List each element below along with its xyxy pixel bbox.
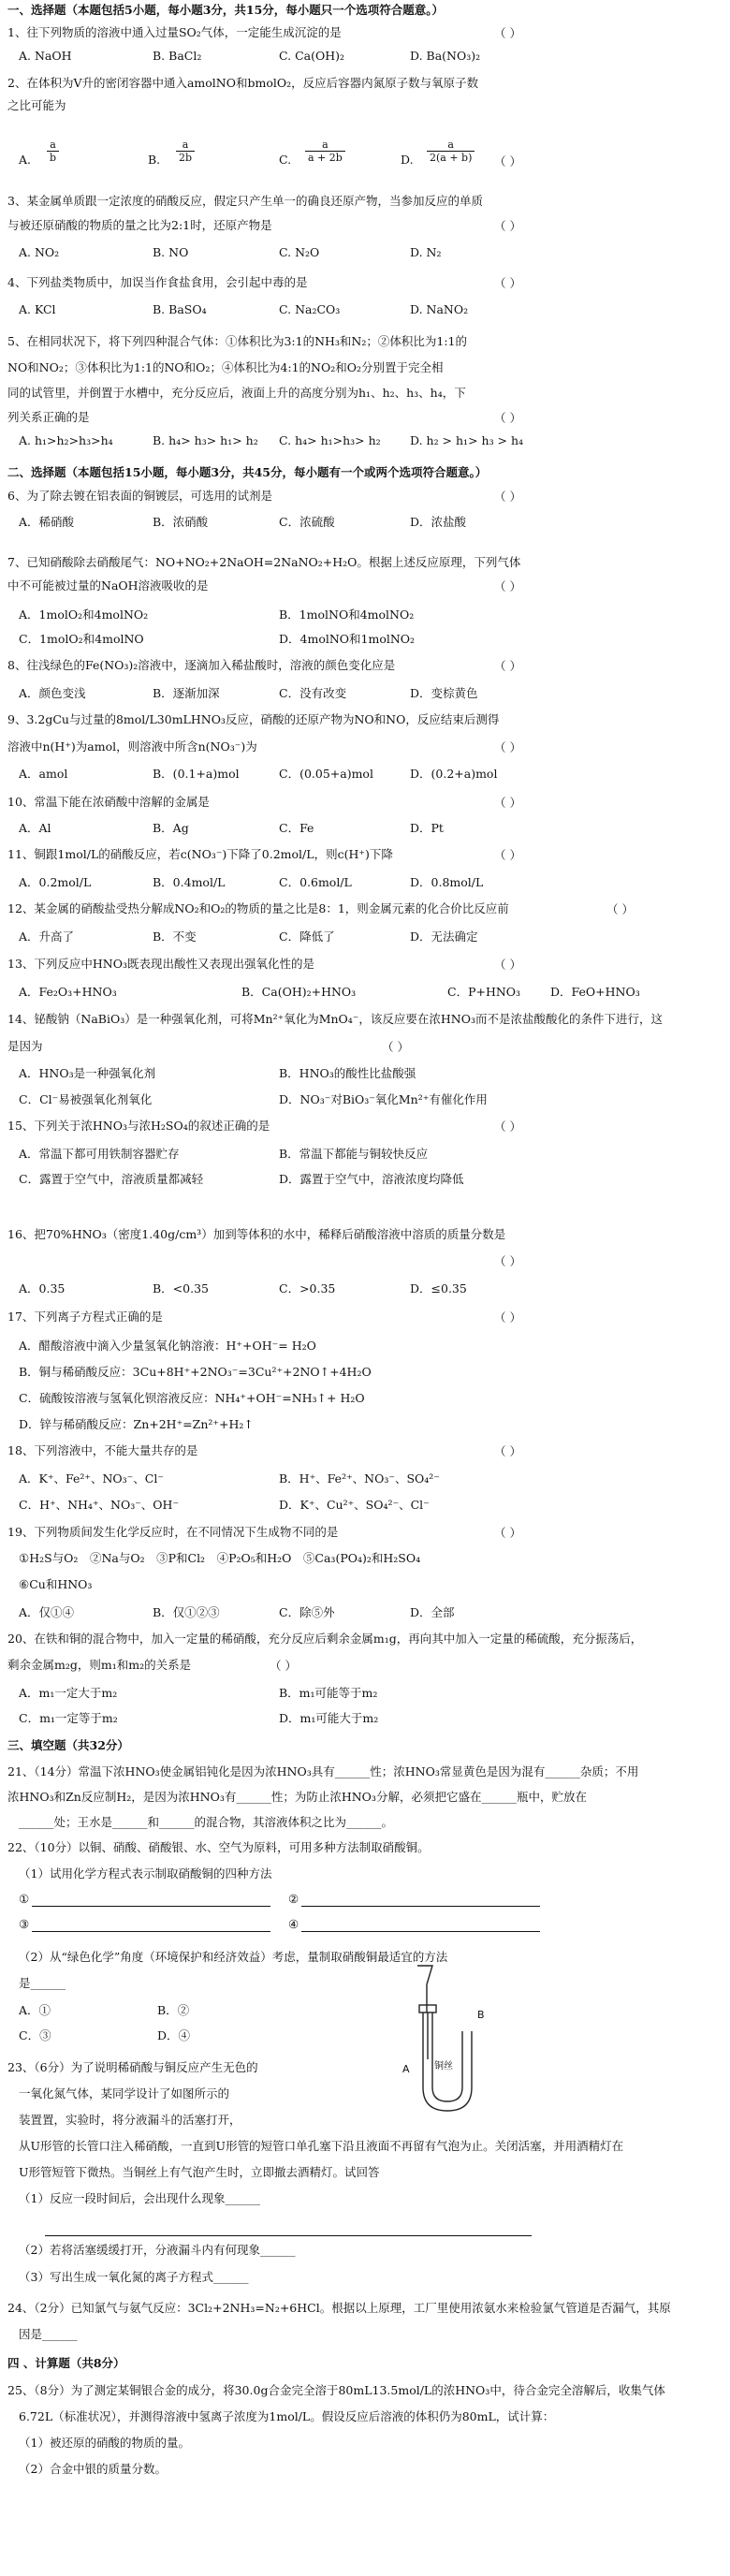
question-23-line7: （2）若将活塞缓缓打开，分液漏斗内有何现象______ <box>19 2243 296 2257</box>
answer-paren[interactable]: （ ） <box>270 1659 297 1673</box>
q5-option-d[interactable]: D. h₂ > h₁> h₃ > h₄ <box>410 433 524 447</box>
q9-option-d[interactable]: D．(0.2+a)mol <box>410 767 498 781</box>
q14-option-c[interactable]: C．Cl⁻易被强氧化剂氧化 <box>19 1092 153 1106</box>
q4-option-a[interactable]: A. KCl <box>19 302 56 316</box>
q4-option-b[interactable]: B. BaSO₄ <box>153 302 207 316</box>
answer-paren[interactable]: （ ） <box>494 1444 521 1458</box>
q1-option-d[interactable]: D. Ba(NO₃)₂ <box>410 49 481 63</box>
question-9-stem-line2: 溶液中n(H⁺)为amol，则溶液中所含n(NO₃⁻)为 <box>7 739 257 754</box>
question-21-line2: 浓HNO₃和Zn反应制H₂，是因为浓HNO₃有______性；为防止浓HNO₃分解，必须把它盛在______瓶中，贮放在 <box>7 1790 587 1804</box>
question-25-line3: （1）被还原的硝酸的物质的量。 <box>19 2436 190 2450</box>
question-12-stem: 12、某金属的硝酸盐受热分解成NO₂和O₂的物质的量之比是8：1，则金属元素的化合价比反应前 <box>7 901 509 915</box>
q7-option-b[interactable]: B．1molNO和4molNO₂ <box>279 607 415 622</box>
q2-option-d-fraction: a 2(a + b) <box>427 139 474 164</box>
answer-paren[interactable]: （ ） <box>494 1254 521 1268</box>
q7-option-d[interactable]: D．4molNO和1molNO₂ <box>279 632 416 646</box>
section-heading-3: 三、填空题（共32分） <box>7 1738 129 1752</box>
q20-option-c[interactable]: C．m₁一定等于m₂ <box>19 1711 118 1725</box>
q13-option-d[interactable]: D．FeO+HNO₃ <box>550 985 640 999</box>
question-18-stem: 18、下列溶液中，不能大量共存的是 <box>7 1443 198 1457</box>
question-23-line4: 从U形管的长管口注入稀硝酸，一直到U形管的短管口单孔塞下沿且液面不再留有气泡为止。关闭活塞，并用酒精灯在 <box>19 2139 624 2153</box>
q8-option-b[interactable]: B．逐渐加深 <box>153 686 220 700</box>
q22-option-c[interactable]: C．③ <box>19 2028 51 2042</box>
q2-option-a-fraction: a b <box>47 139 59 164</box>
q18-option-a[interactable]: A．K⁺、Fe²⁺、NO₃⁻、Cl⁻ <box>19 1471 164 1486</box>
answer-paren[interactable]: （ ） <box>494 848 521 862</box>
u-tube-inner <box>432 2012 462 2101</box>
q14-option-b[interactable]: B．HNO₃的酸性比盐酸强 <box>279 1066 416 1080</box>
question-19-list-line1: ①H₂S与O₂ ②Na与O₂ ③P和Cl₂ ④P₂O₅和H₂O ⑤Ca₃(PO₄)₂和H₂SO₄ <box>19 1551 421 1565</box>
answer-paren[interactable]: （ ） <box>382 1040 409 1054</box>
question-5-stem-line1: 5、在相同状况下，将下列四种混合气体：①体积比为3:1的NH₃和N₂；②体积比为1:1的 <box>7 334 467 348</box>
q2-option-c-fraction: a a + 2b <box>305 139 345 164</box>
q5-option-a[interactable]: A. h₁>h₂>h₃>h₄ <box>19 433 113 447</box>
q19-option-c[interactable]: C．除⑤外 <box>279 1605 335 1619</box>
q14-option-a[interactable]: A．HNO₃是一种强氧化剂 <box>19 1066 156 1080</box>
q9-option-b[interactable]: B．(0.1+a)mol <box>153 767 240 781</box>
answer-paren[interactable]: （ ） <box>494 1310 521 1325</box>
q16-option-a[interactable]: A．0.35 <box>19 1281 66 1295</box>
q17-option-b[interactable]: B．铜与稀硝酸反应：3Cu+8H⁺+2NO₃⁻=3Cu²⁺+2NO↑+4H₂O <box>19 1365 372 1379</box>
q5-option-b[interactable]: B. h₄> h₃> h₁> h₂ <box>153 433 258 447</box>
question-16-stem: 16、把70%HNO₃（密度1.40g/cm³）加到等体积的水中，稀释后硝酸溶液中溶质的质量分数是 <box>7 1227 506 1241</box>
q22-blank-1-label: ① <box>19 1892 30 1906</box>
q4-option-c[interactable]: C. Na₂CO₃ <box>279 302 341 316</box>
q10-option-d[interactable]: D．Pt <box>410 821 444 835</box>
question-23-line2: 一氧化氮气体，某同学设计了如图所示的 <box>19 2086 230 2100</box>
q22-blank-4-label: ④ <box>288 1917 299 1931</box>
q12-option-a[interactable]: A．升高了 <box>19 929 75 944</box>
answer-paren[interactable]: （ ） <box>494 26 521 40</box>
answer-paren[interactable]: （ ） <box>494 490 521 504</box>
question-23-line6: （1）反应一段时间后，会出现什么现象______ <box>19 2191 260 2205</box>
question-13-stem: 13、下列反应中HNO₃既表现出酸性又表现出强氧化性的是 <box>7 957 315 971</box>
q11-option-c[interactable]: C．0.6mol/L <box>279 875 352 889</box>
q22-blank-3[interactable] <box>32 1931 270 1932</box>
q18-option-d[interactable]: D．K⁺、Cu²⁺、SO₄²⁻、Cl⁻ <box>279 1498 430 1512</box>
answer-paren[interactable]: （ ） <box>494 579 521 593</box>
q16-option-d[interactable]: D．≤0.35 <box>410 1281 467 1295</box>
q10-option-b[interactable]: B．Ag <box>153 821 189 835</box>
q4-option-d[interactable]: D. NaNO₂ <box>410 302 469 316</box>
q14-option-d[interactable]: D．NO₃⁻对BiO₃⁻氧化Mn²⁺有催化作用 <box>279 1092 488 1106</box>
section-heading-4: 四 、计算题（共8分） <box>7 2356 125 2370</box>
question-5-stem-line2: NO和NO₂；③体积比为1:1的NO和O₂；④体积比为4:1的NO₂和O₂分别置于完全相 <box>7 360 444 374</box>
q12-option-c[interactable]: C．降低了 <box>279 929 335 944</box>
q2-option-a[interactable]: A. <box>19 153 32 167</box>
q20-option-d[interactable]: D．m₁可能大于m₂ <box>279 1711 379 1725</box>
figure-label-b: B <box>477 2009 485 2021</box>
question-1-stem: 1、往下列物质的溶液中通入过量SO₂气体，一定能生成沉淀的是 <box>7 25 342 39</box>
q13-option-c[interactable]: C．P+HNO₃ <box>447 985 521 999</box>
q17-option-a[interactable]: A．醋酸溶液中滴入少量氢氧化钠溶液：H⁺+OH⁻= H₂O <box>19 1339 316 1353</box>
answer-paren[interactable]: （ ） <box>494 219 521 233</box>
q23-answer-1[interactable] <box>45 2235 532 2236</box>
q6-option-c[interactable]: C．浓硫酸 <box>279 515 335 529</box>
q19-option-a[interactable]: A．仅①④ <box>19 1605 75 1619</box>
q2-option-c[interactable]: C. <box>279 153 292 167</box>
q11-option-b[interactable]: B．0.4mol/L <box>153 875 226 889</box>
answer-paren[interactable]: （ ） <box>494 796 521 810</box>
q8-option-a[interactable]: A．颜色变浅 <box>19 686 86 700</box>
question-19-stem: 19、下列物质间发生化学反应时，在不同情况下生成物不同的是 <box>7 1525 339 1539</box>
question-2-stem-line2: 之比可能为 <box>7 98 66 112</box>
answer-paren[interactable]: （ ） <box>494 1120 521 1134</box>
q3-option-b[interactable]: B. NO <box>153 245 189 259</box>
question-25-line1: 25、（8分）为了测定某铜银合金的成分，将30.0g合金完全溶于80mL13.5mol/L的浓HNO₃中，待合金完全溶解后，收集气体 <box>7 2383 665 2397</box>
stopper <box>419 2005 436 2012</box>
q22-blank-4[interactable] <box>301 1931 540 1932</box>
q12-option-d[interactable]: D．无法确定 <box>410 929 478 944</box>
q19-option-d[interactable]: D．全部 <box>410 1605 455 1619</box>
q22-blank-2-label: ② <box>288 1892 299 1906</box>
q17-option-d[interactable]: D．锌与稀硝酸反应：Zn+2H⁺=Zn²⁺+H₂↑ <box>19 1417 254 1431</box>
q2-option-d[interactable]: D. <box>401 153 414 167</box>
question-3-stem-line2: 与被还原硝酸的物质的量之比为2:1时，还原产物是 <box>7 218 272 232</box>
question-4-stem: 4、下列盐类物质中，加误当作食盐食用，会引起中毒的是 <box>7 275 308 289</box>
q12-option-b[interactable]: B．不变 <box>153 929 197 944</box>
q1-option-a[interactable]: A. NaOH <box>19 49 72 63</box>
question-8-stem: 8、往浅绿色的Fe(NO₃)₂溶液中，逐滴加入稀盐酸时，溶液的颜色变化应是 <box>7 658 396 672</box>
q22-blank-3-label: ③ <box>19 1917 30 1931</box>
q15-option-d[interactable]: D．露置于空气中，溶液浓度均降低 <box>279 1172 464 1186</box>
answer-paren[interactable]: （ ） <box>494 411 521 425</box>
answer-paren[interactable]: （ ） <box>494 659 521 673</box>
question-21-line1: 21、（14分）常温下浓HNO₃使金属铝钝化是因为浓HNO₃具有______性；浓HNO₃常显黄色是因为混有______杂质；不用 <box>7 1764 639 1778</box>
section-heading-1: 一、选择题（本题包括5小题，每小题3分，共15分，每小题只一个选项符合题意。） <box>7 3 445 17</box>
question-21-line3: ______处；王水是______和______的混合物，其溶液体积之比为______。 <box>19 1815 394 1829</box>
q20-option-b[interactable]: B．m₁可能等于m₂ <box>279 1686 378 1700</box>
question-2-stem-line1: 2、在体积为V升的密闭容器中通入amolNO和bmolO₂，反应后容器内氮原子数与氧原子数 <box>7 76 479 90</box>
q13-option-b[interactable]: B．Ca(OH)₂+HNO₃ <box>241 985 357 999</box>
answer-paren[interactable]: （ ） <box>606 902 634 916</box>
q15-option-c[interactable]: C．露置于空气中，溶液质量都减轻 <box>19 1172 204 1186</box>
q5-option-c[interactable]: C. h₄> h₁>h₃> h₂ <box>279 433 381 447</box>
q6-option-b[interactable]: B．浓硝酸 <box>153 515 209 529</box>
q22-option-a[interactable]: A．① <box>19 2003 51 2017</box>
q18-option-c[interactable]: C．H⁺、NH₄⁺、NO₃⁻、OH⁻ <box>19 1498 180 1512</box>
q15-option-b[interactable]: B．常温下都能与铜较快反应 <box>279 1147 429 1161</box>
question-9-stem-line1: 9、3.2gCu与过量的8mol/L30mLHNO₃反应，硝酸的还原产物为NO和NO，反应结束后测得 <box>7 712 500 726</box>
question-25-line2: 6.72L（标准状况），并测得溶液中氢离子浓度为1mol/L。假设反应后溶液的体积仍为80mL，试计算： <box>19 2409 555 2423</box>
q2-option-b-fraction: a 2b <box>176 139 195 164</box>
q11-option-a[interactable]: A．0.2mol/L <box>19 875 92 889</box>
q16-option-c[interactable]: C．>0.35 <box>279 1281 336 1295</box>
q9-option-c[interactable]: C．(0.05+a)mol <box>279 767 373 781</box>
question-3-stem-line1: 3、某金属单质跟一定浓度的硝酸反应，假定只产生单一的确良还原产物，当参加反应的单质 <box>7 194 483 208</box>
q3-option-d[interactable]: D. N₂ <box>410 245 442 259</box>
question-7-stem-line1: 7、已知硝酸除去硝酸尾气：NO+NO₂+2NaOH=2NaNO₂+H₂O。根据上述反应原理，下列气体 <box>7 555 521 569</box>
q6-option-d[interactable]: D．浓盐酸 <box>410 515 467 529</box>
q10-option-a[interactable]: A．Al <box>19 821 51 835</box>
q11-option-d[interactable]: D．0.8mol/L <box>410 875 484 889</box>
q22-blank-2[interactable] <box>301 1906 540 1907</box>
q10-option-c[interactable]: C．Fe <box>279 821 314 835</box>
question-22-line3: （2）从“绿色化学”角度（环境保护和经济效益）考虑，量制取硝酸铜最适宜的方法 <box>19 1950 448 1964</box>
q22-option-b[interactable]: B．② <box>157 2003 190 2017</box>
q20-option-a[interactable]: A．m₁一定大于m₂ <box>19 1686 118 1700</box>
question-19-list-line2: ⑥Cu和HNO₃ <box>19 1577 93 1591</box>
question-23-line8: （3）写出生成一氧化氮的离子方程式______ <box>19 2270 249 2284</box>
question-7-stem-line2: 中不可能被过量的NaOH溶液吸收的是 <box>7 578 209 593</box>
question-20-stem-line1: 20、在铁和铜的混合物中，加入一定量的稀硝酸，充分反应后剩余金属m₁g，再向其中加入一定量的稀硫酸，充分振荡后， <box>7 1632 643 1646</box>
u-tube-apparatus-figure <box>391 1956 504 2125</box>
q13-option-a[interactable]: A．Fe₂O₃+HNO₃ <box>19 985 117 999</box>
q2-option-b[interactable]: B. <box>148 153 161 167</box>
question-23-line1: 23、（6分）为了说明稀硝酸与铜反应产生无色的 <box>7 2060 258 2074</box>
q8-option-d[interactable]: D．变棕黄色 <box>410 686 478 700</box>
question-23-line3: 装置置，实验时，将分液漏斗的活塞打开， <box>19 2113 241 2127</box>
q16-option-b[interactable]: B．<0.35 <box>153 1281 209 1295</box>
q3-option-a[interactable]: A. NO₂ <box>19 245 60 259</box>
question-14-stem-line2: 是因为 <box>7 1039 43 1053</box>
answer-paren[interactable]: （ ） <box>494 1526 521 1540</box>
q22-blank-1[interactable] <box>32 1906 270 1907</box>
answer-paren[interactable]: （ ） <box>494 740 521 754</box>
question-14-stem-line1: 14、铋酸钠（NaBiO₃）是一种强氧化剂，可将Mn²⁺氧化为MnO₄⁻，该反应要在浓HNO₃而不是浓盐酸酸化的条件下进行，这 <box>7 1012 664 1026</box>
q6-option-a[interactable]: A．稀硝酸 <box>19 515 75 529</box>
q22-option-d[interactable]: D．④ <box>157 2028 191 2042</box>
q15-option-a[interactable]: A．常温下都可用铁制容器贮存 <box>19 1147 180 1161</box>
question-24-line1: 24、（2分）已知氯气与氨气反应：3Cl₂+2NH₃=N₂+6HCl。根据以上原理，工厂里使用浓氨水来检验氯气管道是否漏气，其原 <box>7 2301 671 2315</box>
answer-paren[interactable]: （ ） <box>494 154 521 168</box>
q7-option-c[interactable]: C．1molO₂和4molNO <box>19 632 144 646</box>
question-17-stem: 17、下列离子方程式正确的是 <box>7 1310 163 1324</box>
q1-option-b[interactable]: B. BaCl₂ <box>153 49 202 63</box>
question-22-line4: 是______ <box>19 1976 66 1990</box>
question-10-stem: 10、常温下能在浓硝酸中溶解的金属是 <box>7 795 210 809</box>
q7-option-a[interactable]: A．1molO₂和4molNO₂ <box>19 607 149 622</box>
figure-label-a: A <box>402 2063 410 2075</box>
q9-option-a[interactable]: A．amol <box>19 767 68 781</box>
answer-paren[interactable]: （ ） <box>494 958 521 972</box>
section-heading-2: 二、选择题（本题包括15小题，每小题3分，共45分，每小题有一个或两个选项符合题意。） <box>7 465 488 479</box>
question-22-line2: （1）试用化学方程式表示制取硝酸铜的四种方法 <box>19 1866 272 1881</box>
question-5-stem-line4: 列关系正确的是 <box>7 410 90 424</box>
question-23-line5: U形管短管下微热。当铜丝上有气泡产生时，立即撤去酒精灯。试回答 <box>19 2165 380 2179</box>
q3-option-c[interactable]: C. N₂O <box>279 245 320 259</box>
question-6-stem: 6、为了除去镀在铝表面的铜镀层，可选用的试剂是 <box>7 489 272 503</box>
q18-option-b[interactable]: B．H⁺、Fe²⁺、NO₃⁻、SO₄²⁻ <box>279 1471 440 1486</box>
q19-option-b[interactable]: B．仅①②③ <box>153 1605 220 1619</box>
apparatus-outline <box>417 1966 472 2111</box>
question-11-stem: 11、铜跟1mol/L的硝酸反应，若c(NO₃⁻)下降了0.2mol/L，则c(H⁺)下降 <box>7 847 393 861</box>
figure-label-copper-wire: 铜丝 <box>434 2061 453 2071</box>
q8-option-c[interactable]: C．没有改变 <box>279 686 347 700</box>
question-22-line1: 22、（10分）以铜、硝酸、硝酸银、水、空气为原料，可用多种方法制取硝酸铜。 <box>7 1840 430 1854</box>
question-15-stem: 15、下列关于浓HNO₃与浓H₂SO₄的叙述正确的是 <box>7 1119 270 1133</box>
question-24-line2: 因是______ <box>19 2327 78 2341</box>
q17-option-c[interactable]: C．硫酸铵溶液与氢氧化钡溶液反应：NH₄⁺+OH⁻=NH₃↑+ H₂O <box>19 1391 365 1405</box>
question-20-stem-line2: 剩余金属m₂g，则m₁和m₂的关系是 <box>7 1658 192 1672</box>
question-25-line4: （2）合金中银的质量分数。 <box>19 2462 167 2476</box>
q1-option-c[interactable]: C. Ca(OH)₂ <box>279 49 344 63</box>
question-5-stem-line3: 同的试管里，并倒置于水槽中，充分反应后，液面上升的高度分别为h₁、h₂、h₃、h₄，下 <box>7 386 466 400</box>
answer-paren[interactable]: （ ） <box>494 276 521 290</box>
